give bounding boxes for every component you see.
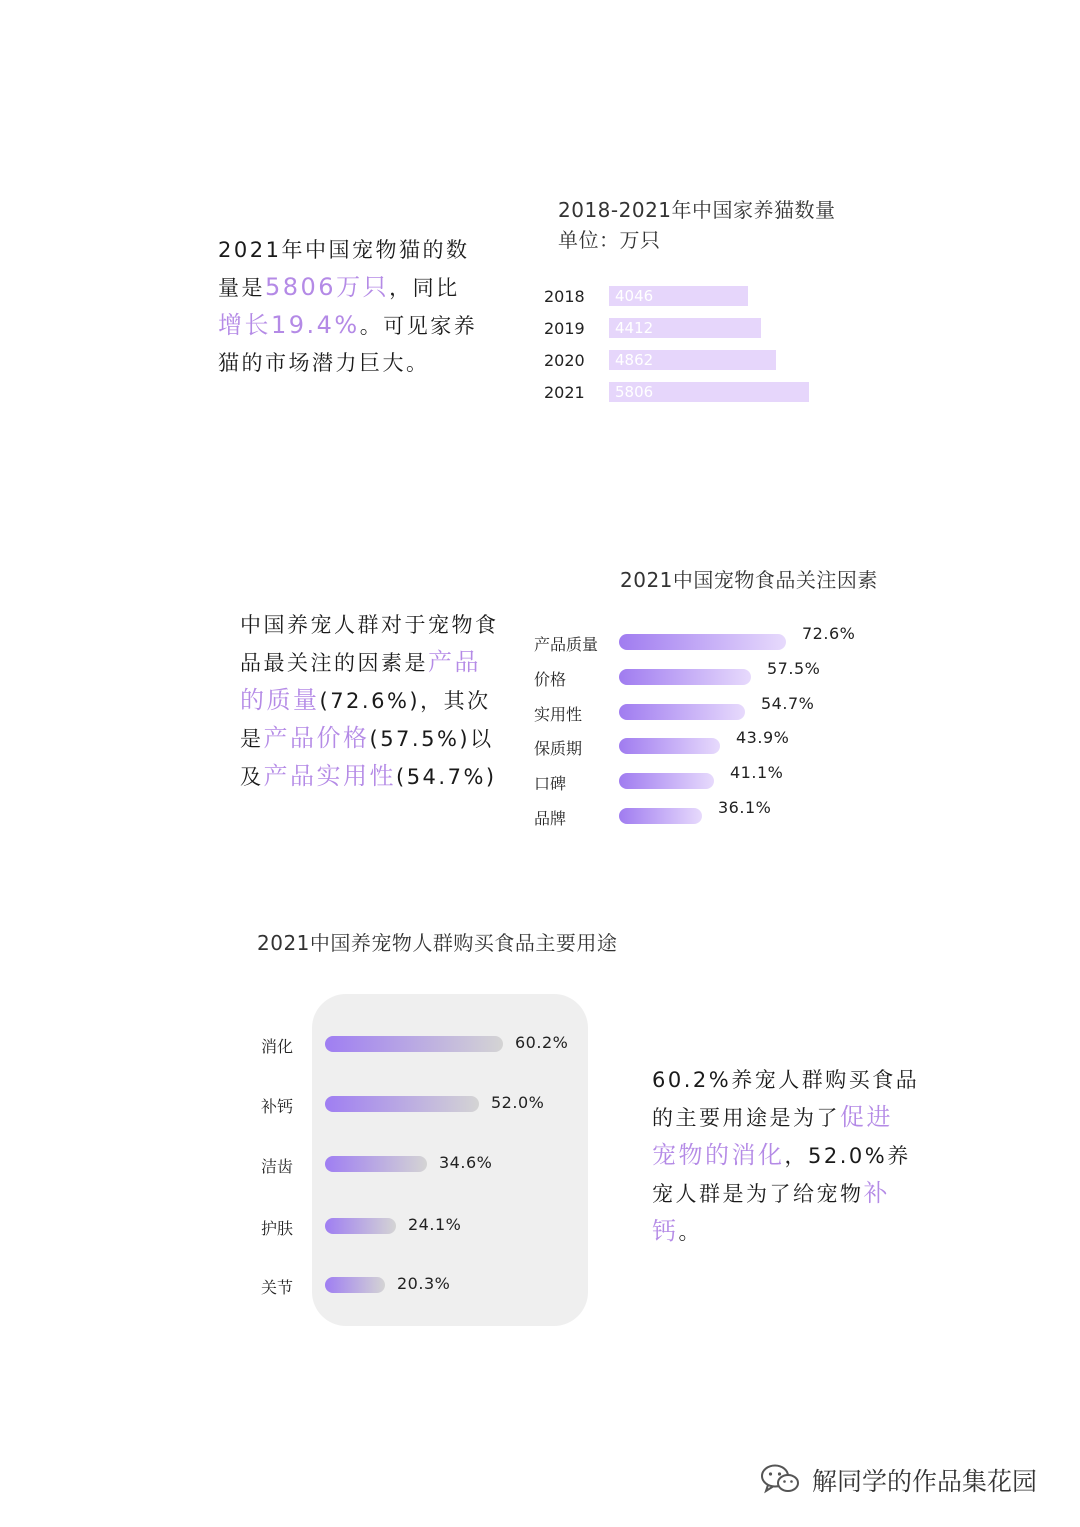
para-text: 中国养宠人群对于宠物食 (240, 613, 499, 637)
cat-count-bar (609, 286, 748, 306)
food-use-paragraph (652, 1062, 932, 1251)
purpose-value-label: 20.3% (397, 1274, 451, 1293)
food-factor-paragraph (240, 607, 530, 796)
purpose-value-label: 52.0% (491, 1093, 545, 1112)
para-line (652, 1137, 932, 1175)
highlight-text: 宠物的消化 (652, 1141, 785, 1169)
purpose-value-label: 34.6% (439, 1153, 493, 1172)
bar-value-label: 4046 (615, 287, 654, 305)
para-text: 量是 (218, 276, 265, 300)
purpose-value-label: 60.2% (515, 1033, 569, 1052)
factor-bar (619, 773, 714, 789)
para-line (218, 232, 518, 269)
cat-chart-unit: 单位：万只 (558, 228, 661, 252)
factor-label: 产品质量 (534, 635, 599, 654)
cat-count-paragraph (218, 232, 518, 382)
watermark (760, 1462, 1037, 1498)
para-text: 品最关注的因素是 (240, 651, 428, 675)
para-text: 是 (240, 727, 264, 751)
highlight-text: 产品价格 (263, 724, 370, 752)
purpose-bar (325, 1218, 396, 1234)
purpose-label: 关节 (261, 1278, 294, 1297)
food-factor-chart-title: 2021中国宠物食品关注因素 (620, 568, 878, 592)
factor-value-label: 57.5% (767, 659, 821, 678)
factor-bar (619, 704, 745, 720)
para-text: 。 (678, 1220, 702, 1244)
para-line (240, 720, 530, 758)
purpose-bar (325, 1096, 479, 1112)
purpose-label: 护肤 (261, 1219, 294, 1238)
cat-count-bar (609, 350, 776, 370)
purpose-value-label: 24.1% (408, 1215, 462, 1234)
highlight-text: 钙 (652, 1217, 679, 1245)
factor-label: 品牌 (534, 809, 567, 828)
factor-bar (619, 669, 751, 685)
para-text: ，52.0%养 (784, 1144, 911, 1168)
factor-value-label: 54.7% (761, 694, 815, 713)
food-use-chart-title: 2021中国养宠物人群购买食品主要用途 (257, 931, 618, 955)
para-text: 的主要用途是为了 (652, 1106, 840, 1130)
watermark-text: 解同学的作品集花园 (811, 1467, 1037, 1496)
highlight-text: 产品实用性 (263, 762, 396, 790)
para-text: (57.5%)以 (369, 727, 494, 751)
factor-bar (619, 634, 786, 650)
para-text: ，同比 (389, 276, 460, 300)
para-line (240, 644, 530, 682)
purpose-label: 补钙 (261, 1097, 294, 1116)
cat-count-bar (609, 318, 761, 338)
highlight-text: 的质量 (240, 686, 320, 714)
para-text: (54.7%) (396, 765, 497, 789)
factor-label: 口碑 (534, 774, 567, 793)
purpose-label: 消化 (261, 1037, 294, 1056)
factor-value-label: 43.9% (736, 728, 790, 747)
highlight-text: 促进 (840, 1103, 893, 1131)
factor-label: 价格 (534, 670, 567, 689)
year-label: 2018 (544, 287, 585, 306)
para-line (652, 1175, 932, 1213)
factor-value-label: 41.1% (730, 763, 784, 782)
purpose-bar (325, 1036, 503, 1052)
bar-value-label: 4412 (615, 319, 654, 337)
para-text: 2021年中国宠物猫的数 (218, 238, 470, 262)
para-text: 60.2%养宠人群购买食品 (652, 1068, 920, 1092)
year-label: 2021 (544, 383, 585, 402)
para-line (240, 607, 530, 644)
factor-bar (619, 738, 720, 754)
factor-label: 保质期 (534, 739, 583, 758)
purpose-bar (325, 1277, 385, 1293)
para-text: 猫的市场潜力巨大。 (218, 351, 430, 375)
food-factor-chart (530, 625, 890, 850)
factor-value-label: 36.1% (718, 798, 772, 817)
purpose-label: 洁齿 (261, 1157, 294, 1176)
year-label: 2020 (544, 351, 585, 370)
para-line (240, 682, 530, 720)
highlight-text: 补 (863, 1179, 890, 1207)
para-line (652, 1062, 932, 1099)
highlight-text: 增长19.4% (218, 311, 360, 339)
food-use-chart (255, 1024, 585, 1314)
cat-count-chart (540, 280, 860, 410)
cat-count-bar (609, 382, 809, 402)
para-text: 宠人群是为了给宠物 (652, 1182, 864, 1206)
highlight-text: 5806万只 (265, 273, 390, 301)
para-line (218, 345, 518, 382)
cat-chart-title: 2018-2021年中国家养猫数量 (558, 198, 836, 222)
para-line (240, 758, 530, 796)
para-line (218, 269, 518, 307)
para-text: 。可见家养 (359, 314, 478, 338)
para-line (652, 1213, 932, 1251)
factor-value-label: 72.6% (802, 624, 856, 643)
para-text: (72.6%)，其次 (319, 689, 491, 713)
para-line (652, 1099, 932, 1137)
factor-bar (619, 808, 702, 824)
factor-label: 实用性 (534, 705, 583, 724)
purpose-bar (325, 1156, 427, 1172)
bar-value-label: 4862 (615, 351, 654, 369)
year-label: 2019 (544, 319, 585, 338)
highlight-text: 产品 (428, 648, 481, 676)
wechat-icon (760, 1467, 812, 1496)
bar-value-label: 5806 (615, 383, 654, 401)
para-text: 及 (240, 765, 264, 789)
para-line (218, 307, 518, 345)
